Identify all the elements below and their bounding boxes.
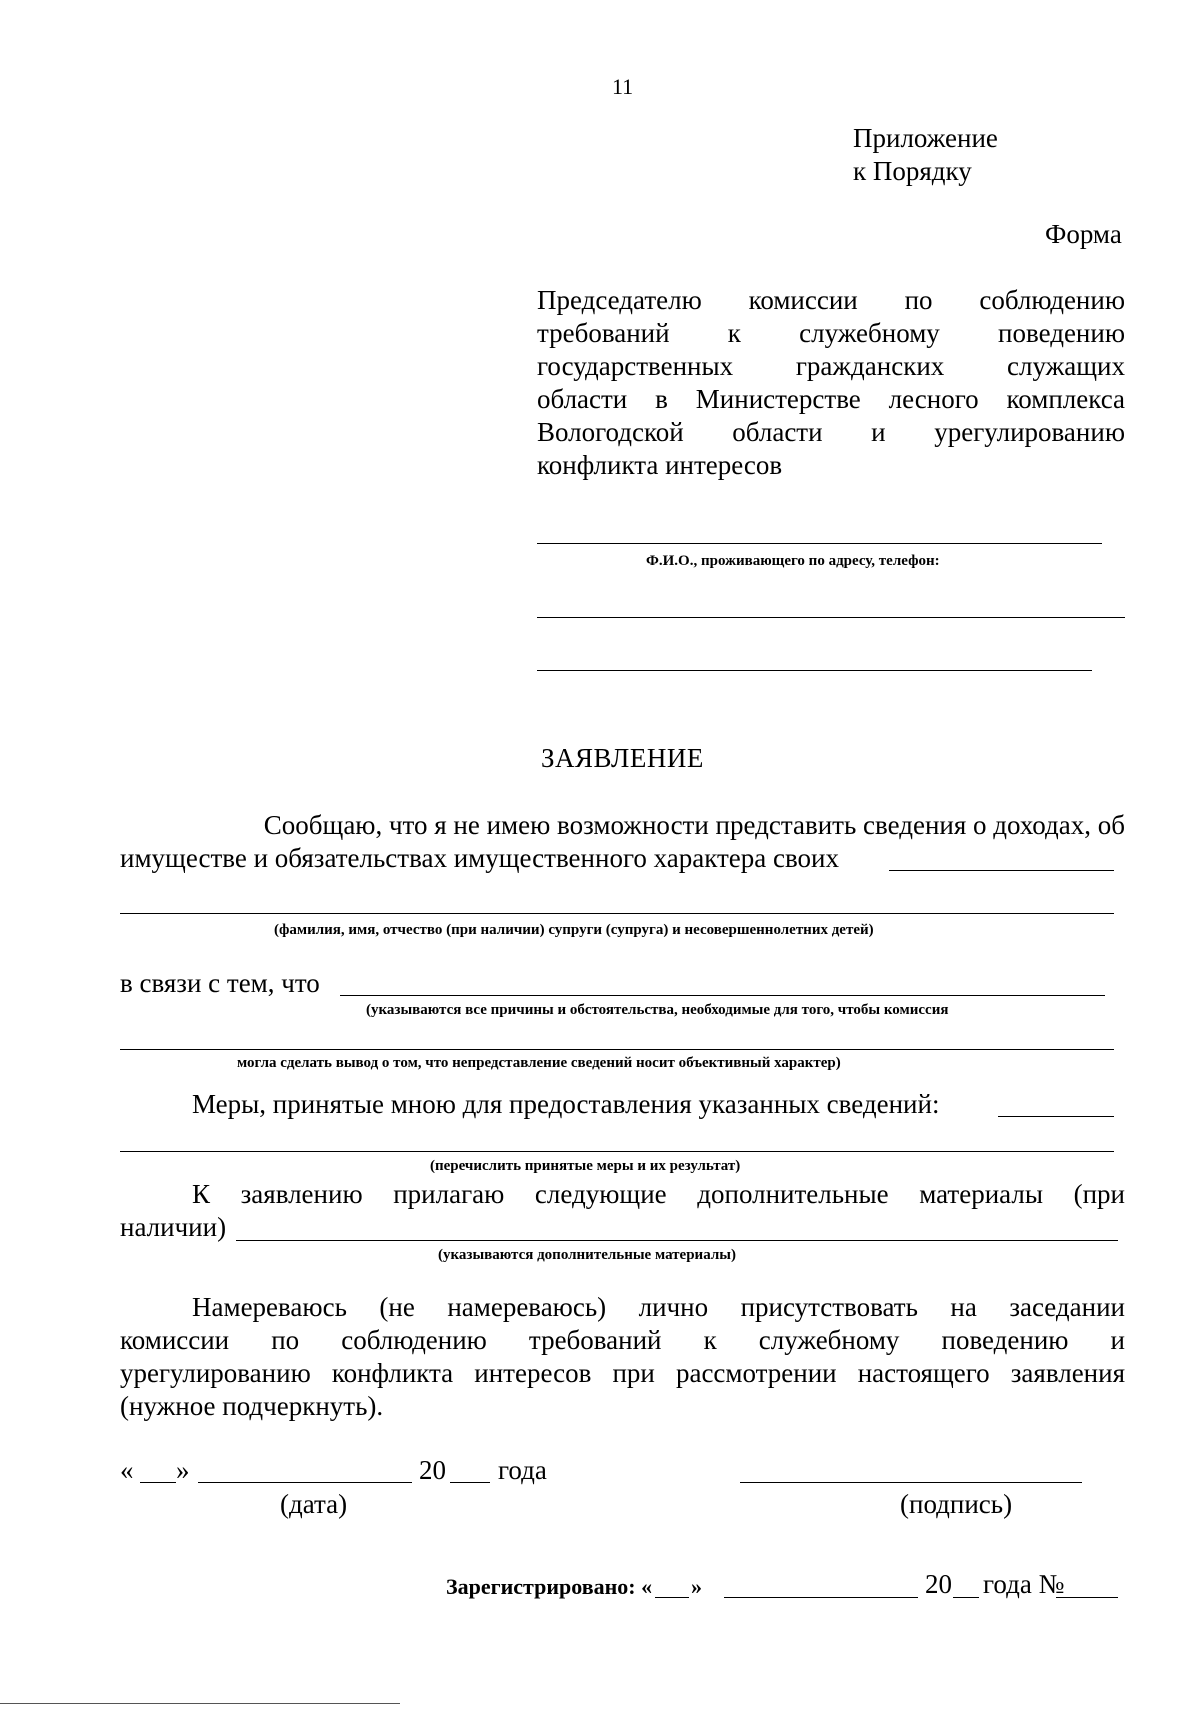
appendix-line2: к Порядку xyxy=(853,156,972,186)
signature-line[interactable] xyxy=(740,1482,1082,1483)
reason-caption-2: могла сделать вывод о том, что непредставление сведений носит объективный характер) xyxy=(237,1055,841,1071)
address-line-1[interactable] xyxy=(537,617,1125,618)
page-number: 11 xyxy=(612,74,634,99)
spouse-caption: (фамилия, имя, отчество (при наличии) супруги (супруга) и несовершеннолетних детей) xyxy=(274,922,874,938)
fio-line[interactable] xyxy=(537,543,1102,544)
addressee-line: Вологодской области и урегулированию xyxy=(537,417,1125,447)
measures-line-2[interactable] xyxy=(120,1151,1114,1152)
addressee-line: требований к служебному поведению xyxy=(537,318,1125,348)
intent-line: (нужное подчеркнуть). xyxy=(120,1391,384,1421)
form-label: Форма xyxy=(1045,219,1122,249)
date-close-quote: » xyxy=(176,1455,190,1485)
measures-label: Меры, принятые мною для предоставления указанных сведений: xyxy=(192,1089,940,1119)
reg-suffix: года № xyxy=(983,1569,1065,1599)
appendix-line1: Приложение xyxy=(853,123,998,153)
signature-caption: (подпись) xyxy=(900,1489,1013,1519)
intent-line: комиссии по соблюдению требований к служебному поведению и xyxy=(120,1325,1125,1355)
attachments-line1: К заявлению прилагаю следующие дополнительные материалы (при xyxy=(192,1179,1125,1209)
reg-year-line[interactable] xyxy=(953,1597,979,1598)
reg-day-line[interactable] xyxy=(655,1597,689,1598)
intent-paragraph xyxy=(120,1291,1125,1423)
registered-label: Зарегистрировано: « xyxy=(446,1574,653,1599)
reg-close-quote: » xyxy=(691,1574,702,1599)
attachments-line2: наличии) xyxy=(120,1212,227,1242)
reg-month-line[interactable] xyxy=(724,1597,918,1598)
measures-line-1[interactable] xyxy=(998,1116,1114,1117)
attachments-caption: (указываются дополнительные материалы) xyxy=(438,1247,736,1263)
reg-number-line[interactable] xyxy=(1056,1597,1118,1598)
intent-line: Намереваюсь (не намереваюсь) лично присутствовать на заседании xyxy=(192,1292,1125,1322)
addressee-line: государственных гражданских служащих xyxy=(537,351,1125,381)
year-prefix: 20 xyxy=(419,1455,446,1485)
reason-caption-1: (указываются все причины и обстоятельства, необходимые для того, чтобы комиссия xyxy=(366,1002,949,1018)
reason-label: в связи с тем, что xyxy=(120,968,320,998)
para1-line2: имуществе и обязательствах имущественного характера своих xyxy=(120,843,839,873)
footer-divider xyxy=(0,1703,400,1704)
addressee-line: конфликта интересов xyxy=(537,450,783,480)
reg-year-prefix: 20 xyxy=(925,1569,952,1599)
spouse-name-line-1[interactable] xyxy=(889,870,1114,871)
fio-caption: Ф.И.О., проживающего по адресу, телефон: xyxy=(646,553,940,569)
year-suffix: года xyxy=(498,1455,547,1485)
date-open-quote: « xyxy=(120,1455,134,1485)
measures-caption: (перечислить принятые меры и их результат) xyxy=(430,1158,741,1174)
day-line[interactable] xyxy=(140,1482,176,1483)
spouse-name-line-2[interactable] xyxy=(120,913,1114,914)
date-caption: (дата) xyxy=(280,1489,348,1519)
reason-line-2[interactable] xyxy=(120,1049,1114,1050)
address-line-2[interactable] xyxy=(537,670,1092,671)
addressee-block xyxy=(537,284,1125,482)
attachments-line[interactable] xyxy=(236,1240,1118,1241)
intent-line: урегулированию конфликта интересов при рассмотрении настоящего заявления xyxy=(120,1358,1125,1388)
addressee-line: области в Министерстве лесного комплекса xyxy=(537,384,1125,414)
addressee-line: Председателю комиссии по соблюдению xyxy=(537,285,1125,315)
reason-line-1[interactable] xyxy=(340,995,1105,996)
month-line[interactable] xyxy=(198,1482,412,1483)
para1-line1: Сообщаю, что я не имею возможности представить сведения о доходах, об xyxy=(263,810,1125,840)
year-line[interactable] xyxy=(450,1482,490,1483)
document-title: ЗАЯВЛЕНИЕ xyxy=(541,743,704,773)
